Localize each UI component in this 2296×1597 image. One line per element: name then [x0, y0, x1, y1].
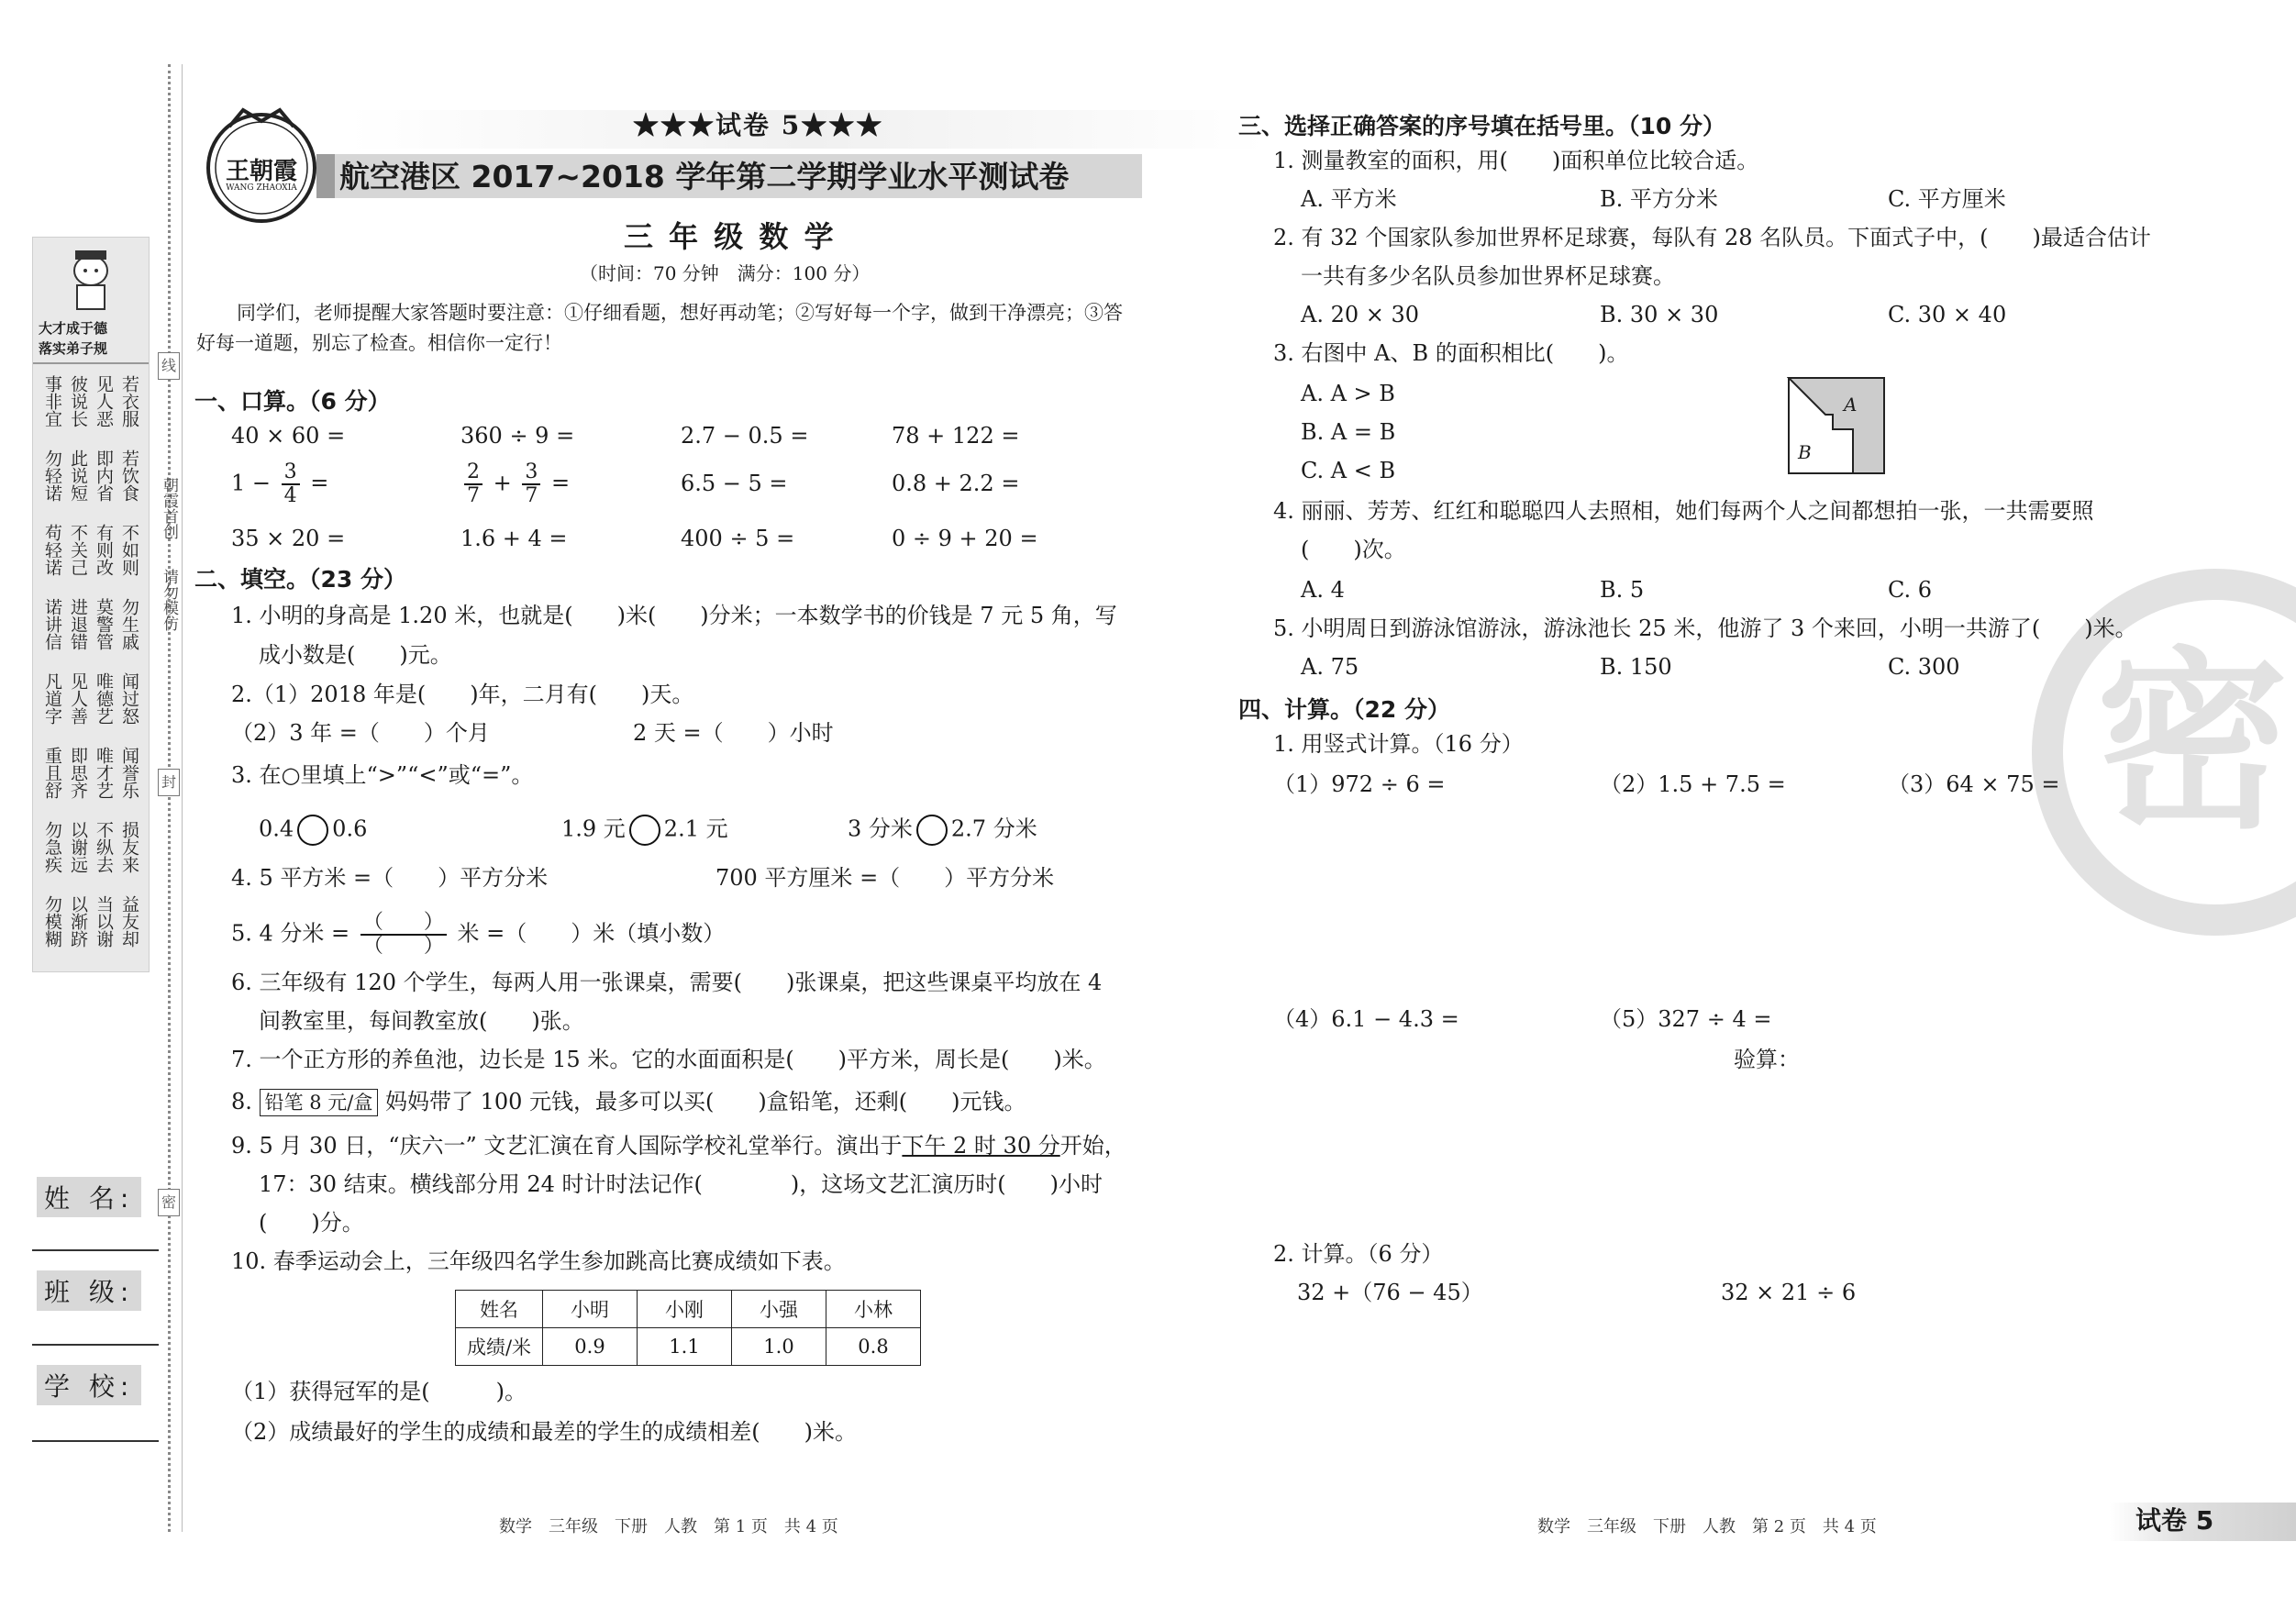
question-2-1-line-2: 成小数是( )元。: [259, 642, 452, 668]
name-field-line[interactable]: [32, 1249, 159, 1251]
seal-mark-secret: 密: [158, 1189, 180, 1216]
question-3-2-line-1: 2. 有 32 个国家队参加世界杯足球赛，每队有 28 名队员。下面式子中，( )最适合估计: [1273, 225, 2151, 250]
question-2-3: 3. 在○里填上“>”“<”或“=”。: [231, 762, 534, 788]
option: C. 300: [1888, 654, 1960, 680]
option: A. 平方米: [1301, 186, 1397, 212]
calc-expression: 32 × 21 ÷ 6: [1721, 1280, 1857, 1305]
question-2-4-part-b: 700 平方厘米 =（ ）平方分米: [715, 865, 1055, 891]
table-header-cell: 小明: [543, 1291, 638, 1328]
seal-mark-seal: 封: [158, 769, 180, 796]
verse-column: 即内省: [94, 449, 114, 502]
question-2-10: 10. 春季运动会上，三年级四名学生参加跳高比赛成绩如下表。: [231, 1248, 846, 1274]
option: A. 4: [1301, 577, 1345, 603]
calc-item: 0.8 + 2.2 =: [892, 471, 1020, 496]
table-cell: 1.1: [638, 1328, 732, 1366]
question-2-5: 5. 4 分米 = $\frac{( )}{( )}$ 米 =（ ）米（填小数）: [231, 911, 726, 958]
option: A. 20 × 30: [1301, 302, 1420, 327]
verse-column: 不如则: [119, 524, 139, 576]
exam-title: 航空港区 2017~2018 学年第二学期学业水平测试卷: [339, 159, 1070, 194]
question-2-7: 7. 一个正方形的养鱼池，边长是 15 米。它的水面面积是( )平方米，周长是( )米。: [231, 1047, 1106, 1072]
question-2-9-line-2: 17：30 结束。横线部分用 24 时计时法记作( )，这场文艺汇演历时( )小时: [259, 1171, 1103, 1197]
verse-column: 若饮食: [119, 449, 139, 502]
section2-title: 二、填空。（23 分）: [194, 566, 406, 593]
question-2-1-line-1: 1. 小明的身高是 1.20 米，也就是( )米( )分米；一本数学书的价钱是 7 元 5 角，写: [231, 603, 1117, 628]
calc-item: 1.6 + 4 =: [460, 526, 568, 551]
compare-item: 3 分米 2.7 分米: [848, 815, 1037, 846]
verse-column: 损友来: [119, 821, 139, 873]
verse-column: 苟轻诺: [42, 524, 62, 576]
vertical-note-1: 朝霞首创: [160, 477, 178, 539]
vertical-calc-item: （4）6.1 − 4.3 =: [1273, 1006, 1459, 1032]
verse-column: 即思齐: [68, 747, 88, 799]
verse-column: 重且舒: [42, 747, 62, 799]
calc-item: 78 + 122 =: [892, 423, 1020, 449]
option: A. A > B: [1301, 381, 1395, 406]
footer-right: 数学 三年级 下册 人教 第 2 页 共 4 页: [1537, 1517, 1877, 1536]
table-cell: 0.9: [543, 1328, 638, 1366]
table-header-cell: 小强: [732, 1291, 826, 1328]
verse-column: 凡道字: [42, 672, 62, 725]
question-3-1: 1. 测量教室的面积，用( )面积单位比较合适。: [1273, 148, 1759, 173]
table-header-cell: 小刚: [638, 1291, 732, 1328]
question-2-2-part-a: （2）3 年 =（ ）个月: [231, 720, 490, 746]
pencil-price-tag: 铅笔 8 元/盒: [260, 1089, 379, 1116]
verse-column: 见人恶: [94, 375, 114, 427]
verse-column: 唯德艺: [94, 672, 114, 725]
compare-circle[interactable]: [629, 815, 660, 846]
section4-part-2: 2. 计算。（6 分）: [1273, 1241, 1444, 1267]
verse-column: 唯才艺: [94, 747, 114, 799]
question-2-4-part-a: 4. 5 平方米 =（ ）平方分米: [231, 865, 549, 891]
figure-label-a: A: [1844, 394, 1858, 416]
calc-item-fraction-1: 1 − $\frac{3}{4}$ =: [231, 460, 329, 507]
paper-number: ★★★试卷 5★★★: [633, 110, 884, 140]
verse-column: 此说短: [68, 449, 88, 502]
sidebar-motto-panel: [32, 237, 150, 972]
verse-column: 彼说长: [68, 375, 88, 427]
name-label: 姓 名:: [37, 1177, 141, 1217]
verse-column: 见人善: [68, 672, 88, 725]
verse-column: 勿生戚: [119, 598, 139, 650]
table-cell: 1.0: [732, 1328, 826, 1366]
verse-column: 诺讲信: [42, 598, 62, 650]
subject-title: 三 年 级 数 学: [624, 219, 837, 254]
vertical-calc-item: （5）327 ÷ 4 =: [1600, 1006, 1772, 1032]
table-header-cell: 小林: [826, 1291, 921, 1328]
class-field-line[interactable]: [32, 1344, 159, 1346]
calc-expression: 32 +（76 − 45）: [1297, 1280, 1483, 1305]
question-2-9-line-1: 9. 5 月 30 日，“庆六一” 文艺汇演在育人国际学校礼堂举行。演出于下午 2 时 30 分开始，: [231, 1133, 1126, 1159]
time-info: （时间：70 分钟 满分：100 分）: [580, 262, 871, 284]
calc-item: 6.5 − 5 =: [681, 471, 788, 496]
verse-column: 以谢远: [68, 821, 88, 873]
calc-item: 360 ÷ 9 =: [460, 423, 575, 449]
question-2-2-line-1: 2.（1）2018 年是( )年，二月有( )天。: [231, 682, 694, 707]
verse-column: 不关己: [68, 524, 88, 576]
option: C. 6: [1888, 577, 1933, 603]
option: B. 5: [1600, 577, 1645, 603]
binding-line: [182, 64, 183, 1532]
figure-label-b: B: [1798, 441, 1812, 463]
footer-left: 数学 三年级 下册 人教 第 1 页 共 4 页: [499, 1517, 838, 1536]
calc-item: 0 ÷ 9 + 20 =: [892, 526, 1038, 551]
verse-column: 闻过怒: [119, 672, 139, 725]
question-2-6-line-1: 6. 三年级有 120 个学生，每两人用一张课桌，需要( )张课桌，把这些课桌平均放在 4: [231, 970, 1103, 995]
seal-mark-line: 线: [158, 352, 180, 380]
section4-title: 四、计算。（22 分）: [1238, 696, 1450, 723]
intro-line-2: 好每一道题，别忘了检查。相信你一定行！: [196, 332, 562, 354]
vertical-note-2: 请勿模仿: [160, 569, 178, 631]
scholar-cartoon-icon: [59, 243, 123, 315]
verse-column: 事非宜: [42, 375, 62, 427]
motto-line-1: 大才成于德: [39, 320, 108, 337]
question-2-10-1: （1）获得冠军的是( )。: [231, 1379, 527, 1404]
paper-badge: 试卷 5: [2135, 1505, 2214, 1536]
table-cell: 成绩/米: [456, 1328, 543, 1366]
check-label: 验算：: [1734, 1047, 1800, 1072]
option: C. 30 × 40: [1888, 302, 2007, 327]
verse-column: 若衣服: [119, 375, 139, 427]
vertical-calc-item: （2）1.5 + 7.5 =: [1600, 771, 1786, 797]
compare-item: 1.9 元 2.1 元: [561, 815, 728, 846]
question-3-4-line-1: 4. 丽丽、芳芳、红红和聪聪四人去照相，她们每两个人之间都想拍一张，一共需要照: [1273, 498, 2094, 524]
high-jump-table: [455, 1290, 921, 1366]
calc-item: 40 × 60 =: [231, 423, 346, 449]
perforation-line: [168, 64, 171, 1532]
vertical-calc-item: （3）64 × 75 =: [1888, 771, 2060, 797]
section3-title: 三、选择正确答案的序号填在括号里。（10 分）: [1238, 113, 1725, 139]
calc-item-fraction-2: $\frac{2}{7}$ + $\frac{3}{7}$ =: [460, 461, 570, 507]
option: C. A < B: [1301, 458, 1396, 483]
verse-column: 勿模糊: [42, 895, 62, 948]
compare-item: 0.4 0.6: [259, 815, 367, 846]
calc-item: 400 ÷ 5 =: [681, 526, 795, 551]
section1-title: 一、口算。（6 分）: [194, 388, 391, 415]
vertical-calc-item: （1）972 ÷ 6 =: [1273, 771, 1446, 797]
calc-item: 35 × 20 =: [231, 526, 346, 551]
question-2-2-part-b: 2 天 =（ ）小时: [633, 720, 834, 746]
option: B. 30 × 30: [1600, 302, 1719, 327]
question-3-2-line-2: 一共有多少名队员参加世界杯足球赛。: [1301, 263, 1675, 289]
option: B. 150: [1600, 654, 1672, 680]
option: C. 平方厘米: [1888, 186, 2006, 212]
option: B. A = B: [1301, 419, 1396, 445]
logo-text: 王朝霞: [225, 158, 297, 185]
verse-column: 勿急疾: [42, 821, 62, 873]
motto-line-2: 落实弟子规: [39, 340, 108, 357]
stamp-character: 密: [2096, 630, 2290, 855]
verse-column: 不纵去: [94, 821, 114, 873]
table-cell: 0.8: [826, 1328, 921, 1366]
verse-column: 当以谢: [94, 895, 114, 948]
question-3-3: 3. 右图中 A、B 的面积相比( )。: [1273, 340, 1629, 366]
school-field-line[interactable]: [32, 1440, 159, 1442]
verse-column: 勿轻诺: [42, 449, 62, 502]
question-3-4-line-2: ( )次。: [1301, 537, 1406, 562]
brand-logo: [193, 99, 330, 227]
intro-line-1: 同学们，老师提醒大家答题时要注意：①仔细看题，想好再动笔；②写好每一个字，做到干净漂亮；③答: [237, 302, 1123, 324]
school-label: 学 校:: [37, 1365, 141, 1405]
logo-subtext: WANG ZHAOXIA: [226, 183, 297, 193]
table-header-row: [456, 1291, 921, 1328]
question-2-9-line-3: ( )分。: [259, 1210, 364, 1236]
question-2-6-line-2: 间教室里，每间教室放( )张。: [259, 1008, 584, 1034]
option: A. 75: [1301, 654, 1359, 680]
verse-column: 闻誉乐: [119, 747, 139, 799]
question-2-8: 8. 铅笔 8 元/盒 妈妈带了 100 元钱，最多可以买( )盒铅笔，还剩( )元钱。: [231, 1089, 1026, 1115]
question-3-5: 5. 小明周日到游泳馆游泳，游泳池长 25 米，他游了 3 个来回，小明一共游了( )米。: [1273, 616, 2137, 641]
class-label: 班 级:: [37, 1270, 141, 1311]
calc-item: 2.7 − 0.5 =: [681, 423, 809, 449]
verse-column: 益友却: [119, 895, 139, 948]
verse-column: 以渐跻: [68, 895, 88, 948]
question-2-10-2: （2）成绩最好的学生的成绩和最差的学生的成绩相差( )米。: [231, 1419, 857, 1445]
verse-column: 有则改: [94, 524, 114, 576]
verse-column: 莫警管: [94, 598, 114, 650]
compare-circle[interactable]: [297, 815, 328, 846]
table-header-cell: 姓名: [456, 1291, 543, 1328]
compare-circle[interactable]: [916, 815, 948, 846]
option: B. 平方分米: [1600, 186, 1718, 212]
verse-column: 进退错: [68, 598, 88, 650]
table-row: [456, 1328, 921, 1366]
section4-part-1: 1. 用竖式计算。（16 分）: [1273, 731, 1524, 757]
